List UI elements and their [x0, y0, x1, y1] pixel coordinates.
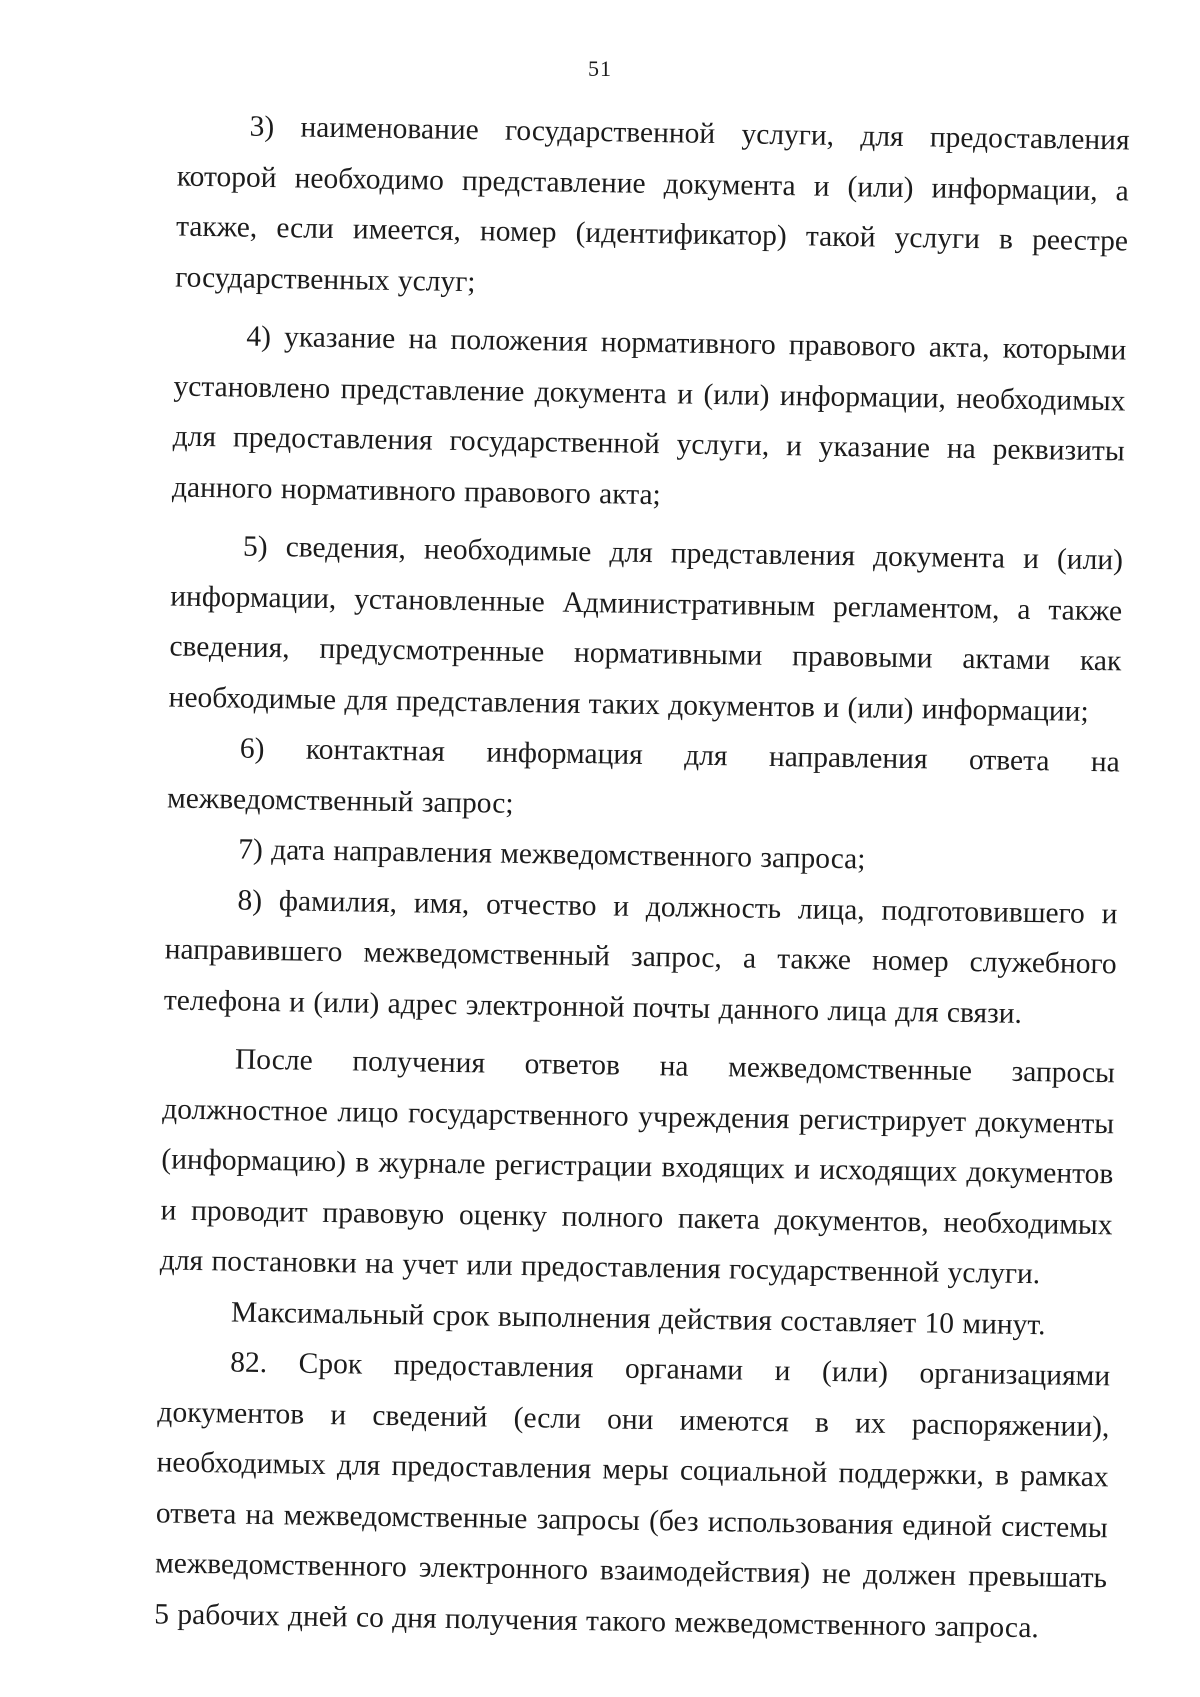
list-item-7: 7) дата направления межведомственного запроса;: [238, 833, 866, 876]
page-number: 51: [588, 56, 612, 81]
list-item-4: 4) указание на положения нормативного правового акта, которыми установлено представление документа и (или) информации, необходимых для предоставления государственной услуги, и указание на реквизиты данного нормативного правового акта;: [171, 320, 1127, 511]
list-item-5: 5) сведения, необходимые для представления документа и (или) информации, установленные Административным регламентом, а также сведения, предусмотренные нормативными правовыми актами как необходимые для представления таких документов и (или) информации;: [168, 530, 1124, 728]
document-body: [154, 101, 1130, 1655]
clause-82: 82. Срок предоставления органами и (или) организациями документов и сведений (если они имеются в их распоряжении), необходимых для предоставления меры социальной поддержки, в рамках ответа на межведомственные запросы (без использования единой системы межведомственного электронного взаимодействия) не должен превышать 5 рабочих дней со дня получения такого межведомственного запроса.: [154, 1346, 1111, 1644]
paragraph-after-responses: После получения ответов на межведомственные запросы должностное лицо государственного учреждения регистрирует документы (информацию) в журнале регистрации входящих и исходящих документов и проводит правовую оценку полного пакета документов, необходимых для постановки на учет или предоставления государственной услуги.: [159, 1043, 1116, 1291]
list-item-8: 8) фамилия, имя, отчество и должность лица, подготовившего и направившего межведомственный запрос, а также номер служебного телефона и (или) адрес электронной почты данного лица для связи.: [163, 884, 1118, 1030]
paragraph-max-duration: Максимальный срок выполнения действия составляет 10 минут.: [230, 1296, 1046, 1341]
list-item-6: 6) контактная информация для направления ответа на межведомственный запрос;: [166, 732, 1121, 820]
list-item-3: 3) наименование государственной услуги, для предоставления которой необходимо представление документа и (или) информации, а также, если имеется, номер (идентификатор) такой услуги в реестре государственных услуг;: [175, 110, 1130, 298]
